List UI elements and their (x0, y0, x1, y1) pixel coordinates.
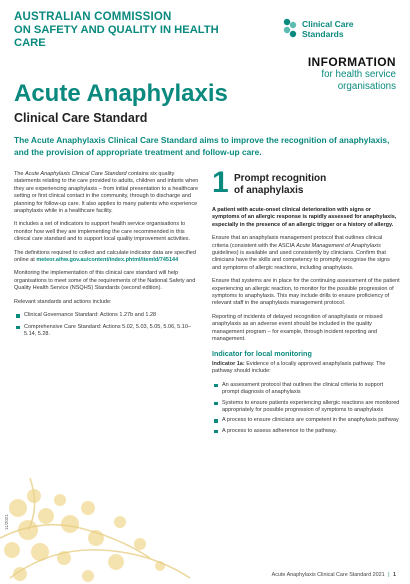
left-paragraph-5: Relevant standards and actions include: (14, 298, 112, 305)
list-item-text: A process to ensure clinicians are competent in the anaphylaxis pathway (222, 417, 399, 424)
clinical-care-standards-logo (282, 14, 396, 44)
list-item-text: An assessment protocol that outlines the clinical criteria to support prompt diagnosis of anaphylaxis (222, 381, 384, 396)
bullet-icon (214, 419, 218, 423)
standards-list (14, 312, 200, 338)
info-sub-line2: organisations (337, 81, 396, 92)
list-item (14, 312, 200, 319)
footer-text: Acute Anaphylaxis Clinical Care Standard 2021 (271, 572, 385, 578)
statement-number: 1 (212, 166, 229, 199)
page-title: Acute Anaphylaxis (14, 80, 228, 107)
left-paragraph-2: It includes a set of indicators to support health service organisations to monitor how well they are implementing the care recommended in this clinical care standard and to support local quality improvement activities. (14, 221, 191, 243)
page-subtitle: Clinical Care Standard (14, 111, 148, 125)
ccs-logo-icon (282, 17, 298, 39)
list-item (212, 400, 400, 415)
list-item (212, 417, 400, 424)
ccs-logo-line1: Clinical Care (302, 19, 354, 29)
left-p3-pre: The definitions required to collect and calculate indicator data are specified online at (14, 249, 196, 264)
guideline-name: Acute Management of Anaphylaxis (296, 242, 381, 249)
ccs-logo-line2: Standards (302, 29, 344, 39)
statement-title-line1: Prompt recognition (234, 173, 327, 184)
statement-title (234, 173, 326, 196)
intro-statement: The Acute Anaphylaxis Clinical Care Standard aims to improve the recognition of anaphylaxis, and the provision of appropriate treatment and follow-up care. (14, 135, 390, 157)
list-item-text: Clinical Governance Standard: Actions 1.27b and 1.28 (24, 312, 157, 319)
right-p1-post: guidelines) is available and used consistently by clinicians. Confirm that clinicians have the skills and competency to promptly recognise the signs and symptoms of allergic reactions, including anaphylaxis. (212, 250, 390, 271)
bullet-icon (214, 384, 218, 388)
list-item-text: Comprehensive Care Standard: Actions 5.02, 5.03, 5.05, 5.06, 5.10–5.14, 5.28. (24, 323, 191, 337)
audience-label (274, 55, 396, 93)
page-footer (272, 572, 396, 578)
indicator-list (212, 382, 400, 435)
right-paragraph-2: Ensure that systems are in place for the continuing assessment of the patient experiencing an allergic reaction, to monitor for the possible progression of symptoms to anaphylaxis. This may include drills to ensure proficiency of relevant staff in the anaphylaxis management protocol. (212, 278, 400, 307)
right-paragraph-3: Reporting of incidents of delayed recognition of anaphylaxis or missed anaphylaxis as an adverse event should be included in the quality management program – for example, through incident reporting and management. (212, 313, 383, 343)
list-item-text: A process to assess adherence to the pathway. (222, 427, 337, 434)
right-paragraph-1 (212, 235, 400, 272)
footer-separator: | (388, 572, 390, 578)
indicator-label: Indicator 1a: (212, 360, 245, 367)
left-p1-pre: The (14, 171, 26, 177)
bullet-icon (214, 430, 218, 434)
list-item-text: Systems to ensure patients experiencing allergic reactions are monitored appropriately for possible progression of symptoms to anaphylaxis (222, 399, 400, 413)
indicator-text: Evidence of a locally approved anaphylaxis pathway. The pathway should include: (212, 360, 386, 375)
indicator-description (212, 361, 400, 376)
commission-logo (14, 11, 246, 50)
list-item (212, 428, 400, 435)
left-paragraph-1 (14, 171, 200, 215)
statement-title-line2: of anaphylaxis (234, 184, 304, 196)
list-item (14, 324, 200, 339)
info-sub-line1: for health service (321, 69, 396, 80)
org-name-line1: AUSTRALIAN COMMISSION (14, 11, 172, 23)
wattle-flower-icon (0, 478, 200, 584)
list-item (212, 382, 400, 397)
left-column (14, 171, 200, 342)
org-name-line2: ON SAFETY AND QUALITY IN HEALTH CARE (14, 24, 219, 49)
statement-lead: A patient with acute-onset clinical deterioration with signs or symptoms of an allergic response is rapidly assessed for anaphylaxis, especially in the presence of an allergic trigger or a history of allergy. (212, 207, 397, 228)
bullet-icon (214, 402, 218, 406)
meteor-link[interactable]: meteor.aihw.gov.au/content/index.phtml/itemId/745144 (36, 257, 179, 264)
right-column (212, 166, 400, 438)
indicator-heading: Indicator for local monitoring (212, 348, 312, 358)
bullet-icon (16, 326, 20, 330)
bullet-icon (16, 314, 20, 318)
left-p1-post: contains six quality statements relating to the care provided to adults, children and infants when they are experiencing anaphylaxis – from initial presentation to a healthcare setting or first clinical contact in the community, through to discharge and planning for follow-up care. It also applies to many patients who experience anaphylaxis while in a healthcare facility. (14, 171, 199, 215)
standard-name: Acute Anaphylaxis Clinical Care Standard (25, 171, 127, 177)
right-p1-pre: Ensure that an anaphylaxis management protocol that outlines clinical criteria (consistent with the ASCIA (212, 235, 383, 249)
info-title: INFORMATION (307, 55, 396, 69)
publication-date: 11/2021 (4, 514, 9, 530)
quality-statement-heading (212, 166, 400, 201)
left-paragraph-4: Monitoring the implementation of this clinical care standard will help organisations to meet some of the requirements of the National Safety and Quality Health Service (NSQHS) Standards (second edition). (14, 270, 196, 292)
ccs-logo-text (302, 19, 354, 39)
page-number: 1 (393, 572, 396, 578)
left-paragraph-3 (14, 250, 200, 265)
